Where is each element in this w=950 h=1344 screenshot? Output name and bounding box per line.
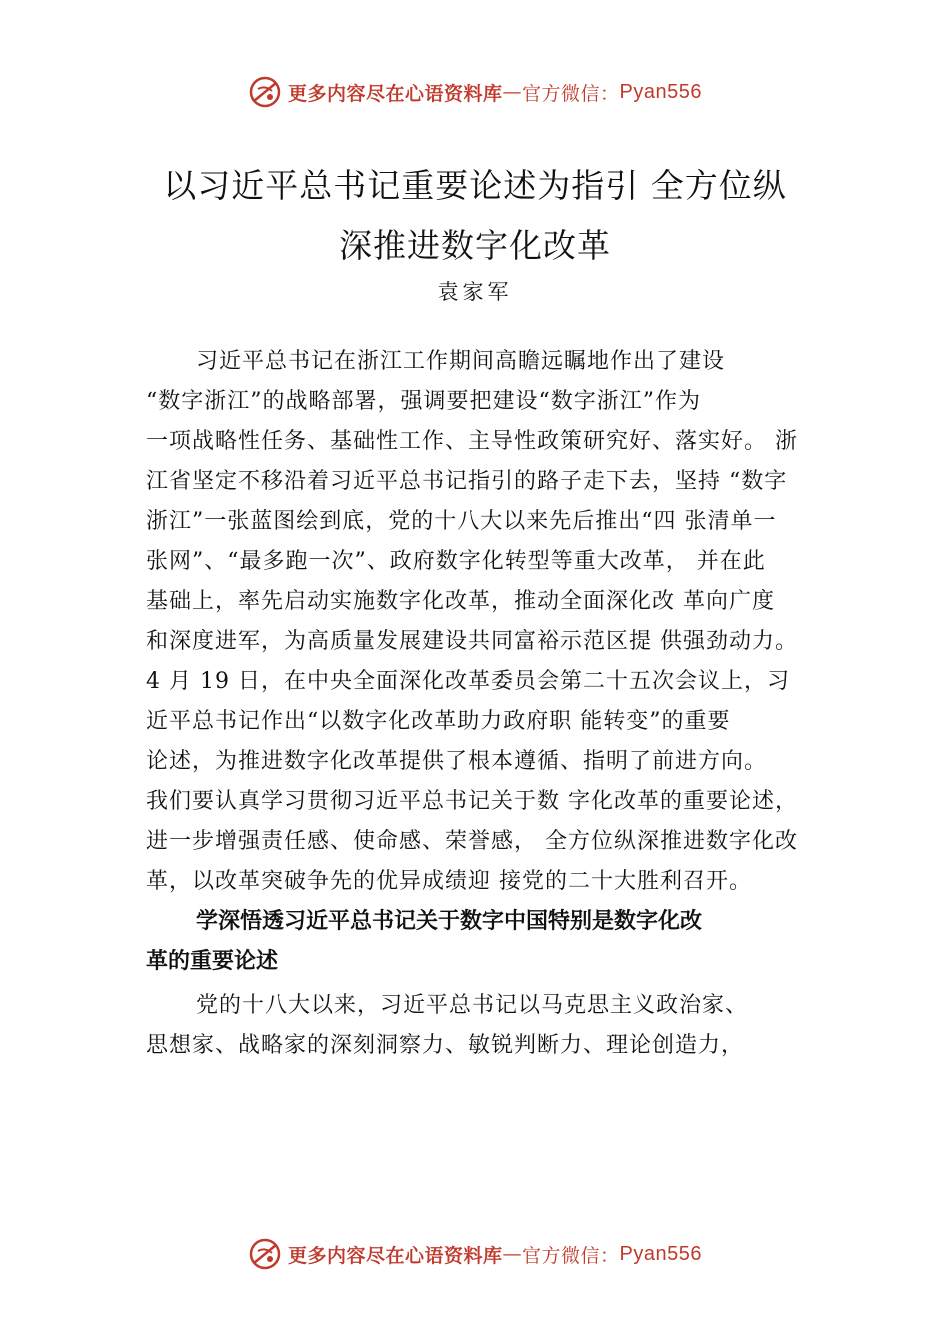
header-watermark-banner bbox=[0, 72, 950, 112]
wechat-id: Pyan556 bbox=[619, 1242, 702, 1265]
author-name: 袁家军 bbox=[437, 280, 513, 304]
wechat-id: Pyan556 bbox=[619, 80, 702, 103]
document-title-line-2: 深推进数字化改革 bbox=[339, 226, 611, 265]
body-line: 江省坚定不移沿着习近平总书记指引的路子走下去，坚持 “数字 bbox=[146, 469, 788, 494]
brand-name: 更多内容尽在心语资料库 bbox=[288, 82, 503, 105]
body-line: 4 月 19 日，在中央全面深化改革委员会第二十五次会议上，习 bbox=[146, 669, 790, 694]
section-heading-line-1: 学深悟透习近平总书记关于数字中国特别是数字化改 bbox=[196, 909, 703, 934]
body-line: 张网”、“最多跑一次”、政府数字化转型等重大改革， 并在此 bbox=[146, 549, 766, 574]
brand-name: 更多内容尽在心语资料库 bbox=[288, 1244, 503, 1267]
brand-logo-icon bbox=[248, 75, 282, 109]
body-line: 浙江”一张蓝图绘到底，党的十八大以来先后推出“四 张清单一 bbox=[146, 509, 777, 534]
body-line: 论述，为推进数字化改革提供了根本遵循、指明了前进方向。 bbox=[146, 749, 768, 774]
body-line: “数字浙江”的战略部署，强调要把建设“数字浙江”作为 bbox=[146, 389, 701, 414]
wechat-label: 官方微信： bbox=[522, 82, 620, 105]
body-line: 革，以改革突破争先的优异成绩迎 接党的二十大胜利召开。 bbox=[146, 869, 752, 894]
body-line: 一项战略性任务、基础性工作、主导性政策研究好、落实好。 浙 bbox=[146, 429, 798, 454]
section-body-line: 思想家、战略家的深刻洞察力、敏锐判断力、理论创造力， bbox=[146, 1033, 745, 1058]
body-line: 和深度进军，为高质量发展建设共同富裕示范区提 供强劲动力。 bbox=[146, 629, 798, 654]
body-line: 近平总书记作出“以数字化改革助力政府职 能转变”的重要 bbox=[146, 709, 731, 734]
document-title-line-1: 以习近平总书记重要论述为指引 全方位纵 bbox=[163, 166, 787, 205]
body-line: 习近平总书记在浙江工作期间高瞻远瞩地作出了建设 bbox=[196, 349, 726, 374]
banner-dash: — bbox=[502, 81, 523, 103]
footer-watermark-banner bbox=[0, 1234, 950, 1274]
body-line: 基础上，率先启动实施数字化改革，推动全面深化改 革向广度 bbox=[146, 589, 775, 614]
section-body-line: 党的十八大以来，习近平总书记以马克思主义政治家、 bbox=[196, 993, 749, 1018]
section-heading-line-2: 革的重要论述 bbox=[146, 949, 279, 974]
banner-dash: — bbox=[502, 1243, 523, 1265]
body-line: 我们要认真学习贯彻习近平总书记关于数 字化改革的重要论述， bbox=[146, 789, 798, 814]
brand-logo-icon bbox=[248, 1237, 282, 1271]
body-line: 进一步增强责任感、使命感、荣誉感， 全方位纵深推进数字化改 bbox=[146, 829, 798, 854]
wechat-label: 官方微信： bbox=[522, 1244, 620, 1267]
